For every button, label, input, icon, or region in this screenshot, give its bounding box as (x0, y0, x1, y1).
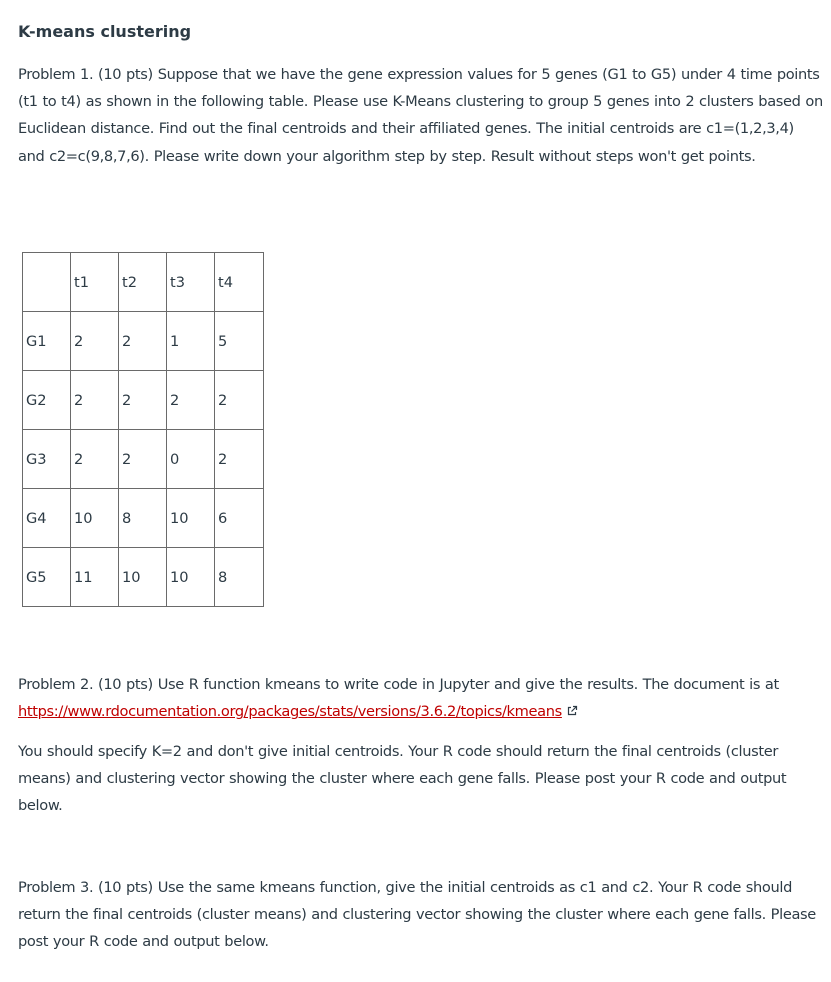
table-cell: 2 (167, 371, 215, 430)
table-cell: 11 (71, 548, 119, 607)
table-cell: 10 (167, 548, 215, 607)
table-corner-cell (23, 253, 71, 312)
table-cell: 2 (71, 430, 119, 489)
table-cell: 8 (119, 489, 167, 548)
table-cell: 2 (71, 312, 119, 371)
table-row (23, 371, 264, 430)
page-title: K-means clustering (18, 22, 192, 41)
table-cell: 2 (215, 371, 264, 430)
table-cell: 2 (215, 430, 264, 489)
table-cell: 0 (167, 430, 215, 489)
row-header-gene: G4 (23, 489, 71, 548)
table-cell: 2 (71, 371, 119, 430)
row-header-gene: G3 (23, 430, 71, 489)
problem-2-intro: Problem 2. (10 pts) Use R function kmeans to write code in Jupyter and give the results. The document is at (18, 676, 779, 693)
table-row (23, 312, 264, 371)
table-cell: 10 (71, 489, 119, 548)
kmeans-documentation-link[interactable]: https://www.rdocumentation.org/packages/stats/versions/3.6.2/topics/kmeans (18, 703, 562, 721)
problem-2-text (18, 671, 818, 726)
table-cell: 5 (215, 312, 264, 371)
problem-2-instructions: You should specify K=2 and don't give initial centroids. Your R code should return the final centroids (cluster means) and clustering vector showing the cluster where each gene falls. Please post your R code and output below. (18, 743, 787, 815)
table-cell: 6 (215, 489, 264, 548)
gene-expression-table (22, 252, 264, 607)
table-cell: 8 (215, 548, 264, 607)
table-cell: 2 (119, 430, 167, 489)
column-header-t4: t4 (215, 253, 264, 312)
row-header-gene: G2 (23, 371, 71, 430)
table-cell: 1 (167, 312, 215, 371)
table-cell: 10 (167, 489, 215, 548)
table-row (23, 489, 264, 548)
external-link-icon[interactable] (566, 699, 578, 726)
table-cell: 10 (119, 548, 167, 607)
problem-3-text: Problem 3. (10 pts) Use the same kmeans function, give the initial centroids as c1 and c2. Your R code should return the final centroids (cluster means) and clustering vector showing the cluster where each gene falls. Please post your R code and output below. (18, 879, 816, 951)
row-header-gene: G1 (23, 312, 71, 371)
table-cell: 2 (119, 312, 167, 371)
column-header-t3: t3 (167, 253, 215, 312)
table-cell: 2 (119, 371, 167, 430)
table-header-row (23, 253, 264, 312)
problem-1-text: Problem 1. (10 pts) Suppose that we have the gene expression values for 5 genes (G1 to G5) under 4 time points (t1 to t4) as shown in the following table. Please use K-Means clustering to group 5 genes into 2 clusters based on Euclidean distance. Find out the final centroids and their affiliated genes. The initial centroids are c1=(1,2,3,4) and c2=c(9,8,7,6). Please write down your algorithm step by step. Result without steps won't get points. (18, 66, 823, 165)
row-header-gene: G5 (23, 548, 71, 607)
table-row (23, 430, 264, 489)
column-header-t1: t1 (71, 253, 119, 312)
table-row (23, 548, 264, 607)
column-header-t2: t2 (119, 253, 167, 312)
